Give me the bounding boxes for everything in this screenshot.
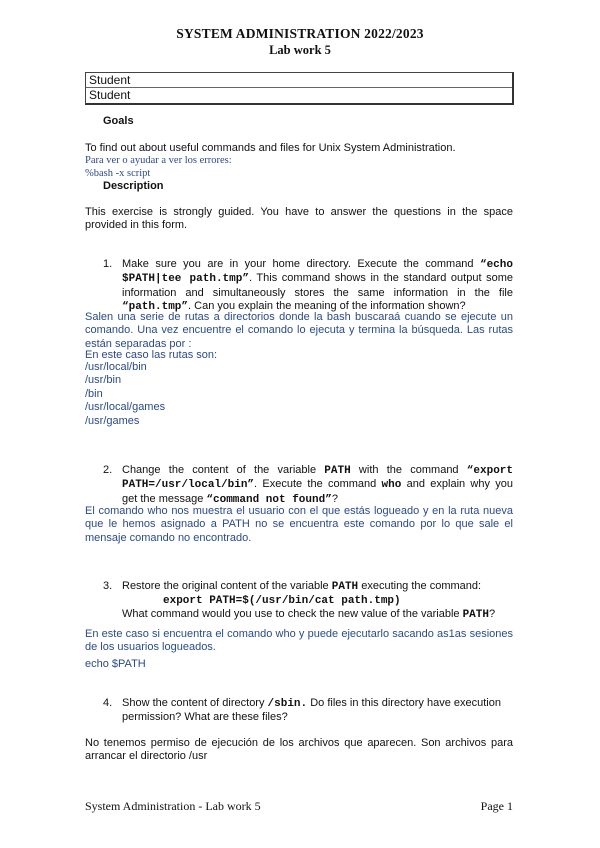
description-heading: Description [103, 180, 164, 192]
q1-text: Make sure you are in your home directory. Execute the command “echo $PATH|tee path.tmp”. This command shows in the standard output some information and simultaneously stores the same information in the file “path.tmp”. Can you explain the meaning of the information shown? [122, 258, 513, 314]
q1-answer: Salen una serie de rutas a directorios donde la bash buscaraá cuando se ejecute un comando. Una vez encuentre el comando lo ejecuta y termina la búsqueda. Las rutas están separadas por : [85, 311, 513, 350]
q1-path-item: /usr/games [85, 414, 140, 427]
q1-path-item: /bin [85, 387, 103, 400]
student-box [85, 72, 514, 105]
goals-heading: Goals [103, 115, 134, 127]
q3-answer-command: echo $PATH [85, 658, 146, 670]
student-divider [86, 87, 512, 88]
q2-answer: El comando who nos muestra el usuario con el que estás logueado y en la ruta nueva que le hemos asignado a PATH no se encuentra este comando por lo que sale el mensaje comando no encontrado. [85, 505, 513, 544]
footer-page-number: Page 1 [480, 799, 513, 813]
q4-number: 4. [103, 697, 113, 709]
goals-text: To find out about useful commands and files for Unix System Administration. [85, 142, 456, 154]
q3-command: export PATH=$(/usr/bin/cat path.tmp) [163, 595, 401, 607]
description-text: This exercise is strongly guided. You have to answer the questions in the space provided in this form. [85, 206, 513, 232]
document-title: SYSTEM ADMINISTRATION 2022/2023 [176, 26, 424, 41]
q2-number: 2. [103, 464, 113, 476]
student-row-1: Student [89, 73, 131, 87]
q1-path-item: /usr/local/bin [85, 361, 147, 373]
q2-text: Change the content of the variable PATH with the command “export PATH=/usr/local/bin”. Execute the command who and explain why you get the message “command not found”? [122, 464, 514, 506]
q4-text: Show the content of directory /sbin. Do files in this directory have execution permission? What are these files? [122, 697, 501, 724]
goals-note-1: Para ver o ayudar a ver los errores: [85, 155, 232, 166]
footer-title: System Administration - Lab work 5 [85, 799, 261, 813]
q3-number: 3. [103, 580, 113, 592]
q1-path-list [85, 361, 165, 428]
q1-path-item: /usr/bin [85, 374, 122, 387]
document-subtitle: Lab work 5 [269, 43, 331, 57]
q1-answer-intro: En este caso las rutas son: [85, 349, 218, 361]
goals-note-2: %bash -x script [85, 168, 151, 179]
student-row-2: Student [89, 88, 131, 102]
q3-answer: En este caso si encuentra el comando who y puede ejecutarlo sacando as1as sesiones de los usuarios logueados. [85, 628, 513, 654]
q3-question: What command would you use to check the new value of the variable PATH? [122, 608, 496, 621]
q4-answer: No tenemos permiso de ejecución de los archivos que aparecen. Son archivos para arrancar el directorio /usr [85, 737, 513, 763]
q1-number: 1. [103, 258, 113, 270]
q1-path-item: /usr/local/games [85, 401, 166, 414]
q3-text: Restore the original content of the variable PATH executing the command: [122, 580, 482, 593]
